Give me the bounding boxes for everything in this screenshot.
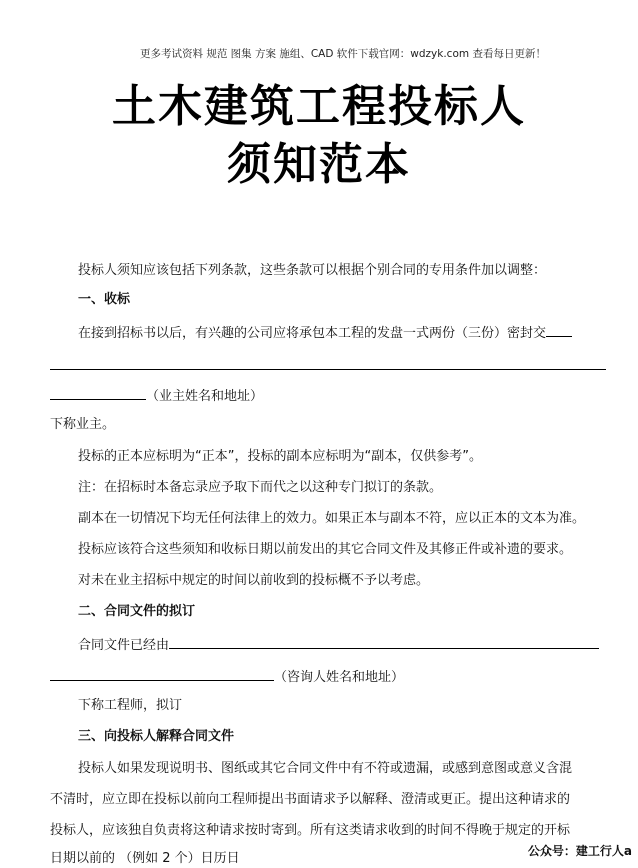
document-title-line2: 须知范本 [227,139,411,190]
footer-watermark: 公众号：建工行人a [527,844,632,858]
section2-heading: 二、合同文件的拟订 [78,604,196,619]
drafter-blank [169,634,599,649]
s3-line4: 日期以前的 （例如 2 个）日历日 [50,851,240,866]
s2-paragraph1-text: 合同文件已经由 [78,638,170,653]
owner-line [50,385,263,406]
s1-paragraph5: 副本在一切情况下均无任何法律上的效力。如果正本与副本不符，应以正本的文本为准。 [78,511,586,526]
header-note: 更多考试资料 规范 图集 方案 施组、CAD 软件下载官网：wdzyk.com 查看每日更新！ [140,48,546,60]
section3-heading: 三、向投标人解释合同文件 [78,729,235,744]
s1-paragraph4: 注：在招标时本备忘录应予取下而代之以这种专门拟订的条款。 [78,480,443,495]
s3-line3: 投标人，应该独自负责将这种请求按时寄到。所有这类请求收到的时间不得晚于规定的开标 [50,823,571,838]
section1-heading: 一、收标 [78,292,131,307]
consultant-blank [50,666,274,681]
consultant-label: （咨询人姓名和地址） [274,670,405,685]
blank-full-rule [50,369,606,370]
s1-paragraph1-text: 在接到招标书以后，有兴趣的公司应将承包本工程的发盘一式两份（三份）密封交 [78,326,547,341]
document-title-line1: 土木建筑工程投标人 [112,81,526,132]
intro-paragraph: 投标人须知应该包括下列条款，这些条款可以根据个别合同的专用条件加以调整： [78,263,547,278]
consultant-line [50,666,404,687]
s2-paragraph2: 下称工程师，拟订 [78,698,183,713]
s1-paragraph7: 对未在业主招标中规定的时间以前收到的投标概不予以考虑。 [78,573,430,588]
s1-paragraph6: 投标应该符合这些须知和收标日期以前发出的其它合同文件及其修正件或补遗的要求。 [78,542,573,557]
s3-line1: 投标人如果发现说明书、图纸或其它合同文件中有不符或遗漏，或感到意图或意义含混 [78,761,573,776]
blank-line [546,322,572,337]
s1-paragraph2: 下称业主。 [50,417,116,432]
s2-paragraph1 [78,634,599,655]
s3-line2: 不清时，应立即在投标以前向工程师提出书面请求予以解释、澄清或更正。提出这种请求的 [50,792,571,807]
s1-paragraph1 [78,322,572,343]
owner-label: （业主姓名和地址） [146,389,264,404]
owner-blank [50,385,146,400]
s1-paragraph3: 投标的正本应标明为“正本”，投标的副本应标明为“副本，仅供参考”。 [78,449,482,464]
